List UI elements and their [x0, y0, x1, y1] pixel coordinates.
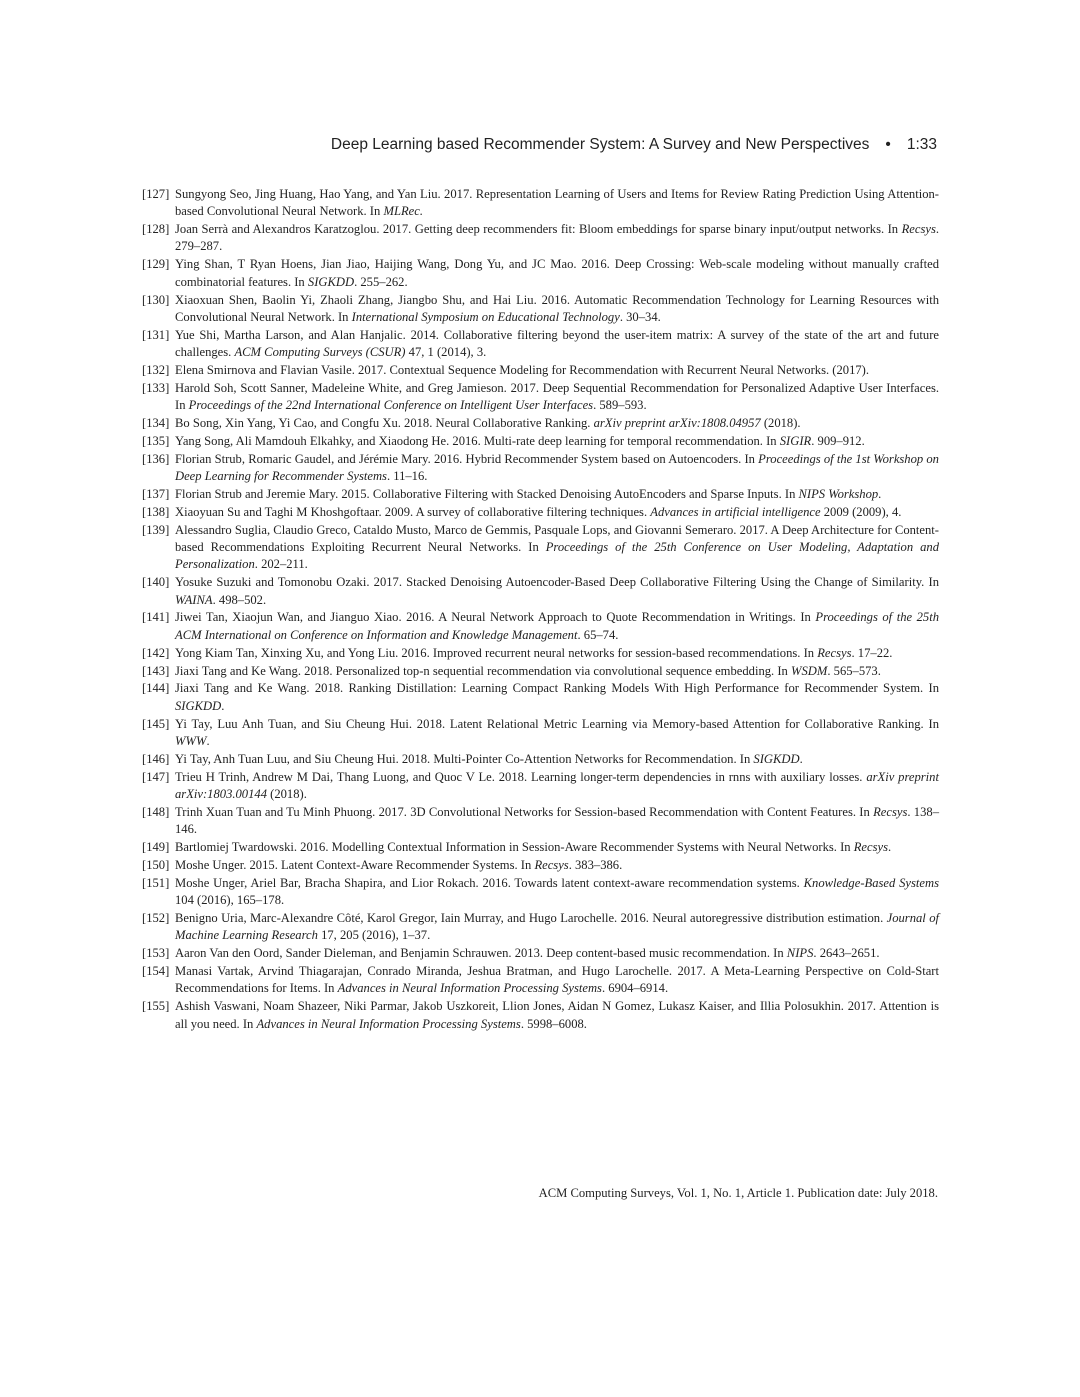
reference-text: Sungyong Seo, Jing Huang, Hao Yang, and Yan Liu. 2017. Representation Learning of Users and Items for Review Rating Prediction Using Attention-based Convolutional Neural Network. In [175, 187, 939, 219]
reference-entry [142, 221, 939, 256]
reference-text: Alessandro Suglia, Claudio Greco, Cataldo Musto, Marco de Gemmis, Pasquale Lops, and Giovanni Semeraro. 2017. A Deep Architecture for Content-based Recommendations Exploiting Recurrent Neural Networks. In [175, 522, 939, 555]
reference-text: Manasi Vartak, Arvind Thiagarajan, Conrado Miranda, Jeshua Bratman, and Hugo Larochelle. 2017. A Meta-Learning Perspective on Cold-Start Recommendations for Items. In [175, 964, 939, 996]
reference-text: Aaron Van den Oord, Sander Dieleman, and Benjamin Schrauwen. 2013. Deep content-based music recommendation. In [175, 946, 787, 961]
reference-number: [147] [142, 769, 170, 784]
reference-venue: Advances in Neural Information Processing Systems [337, 981, 602, 996]
reference-number: [142] [142, 645, 170, 660]
reference-venue: Advances in Neural Information Processing Systems [256, 1016, 521, 1031]
reference-number: [153] [142, 946, 170, 961]
reference-number: [137] [142, 486, 170, 501]
reference-entry [142, 292, 939, 327]
reference-text: Florian Strub, Romaric Gaudel, and Jérémie Mary. 2016. Hybrid Recommender System based on Autoencoders. In [175, 451, 759, 466]
reference-entry [142, 415, 939, 432]
reference-text: 17, 205 (2016), 1–37. [317, 928, 431, 943]
reference-list [142, 186, 939, 1033]
reference-text: . [878, 486, 882, 501]
reference-text: . 5998–6008. [520, 1016, 587, 1031]
reference-text: 47, 1 (2014), 3. [405, 345, 487, 360]
reference-number: [155] [142, 999, 170, 1014]
reference-number: [134] [142, 416, 170, 431]
reference-entry [142, 504, 939, 521]
reference-text: Bo Song, Xin Yang, Yi Cao, and Congfu Xu. 2018. Neural Collaborative Ranking. [175, 416, 594, 431]
reference-text: Yosuke Suzuki and Tomonobu Ozaki. 2017. Stacked Denoising Autoencoder-Based Deep Collaborative Filtering Using the Change of Similarity. In [175, 575, 939, 590]
reference-text: . 2643–2651. [813, 946, 880, 961]
reference-text: Trinh Xuan Tuan and Tu Minh Phuong. 2017. 3D Convolutional Networks for Session-based Recommendation with Content Features. In [175, 804, 874, 819]
reference-text: Ying Shan, T Ryan Hoens, Jian Jiao, Haijing Wang, Dong Yu, and JC Mao. 2016. Deep Crossing: Web-scale modeling without manually crafted combinatorial features. In [175, 257, 939, 289]
reference-text: Yang Song, Ali Mamdouh Elkahky, and Xiaodong He. 2016. Multi-rate deep learning for temporal recommendation. In [175, 433, 780, 448]
running-title: Deep Learning based Recommender System: A Survey and New Perspectives [330, 136, 870, 153]
reference-text: . 17–22. [851, 645, 893, 660]
reference-entry [142, 380, 939, 415]
reference-venue: Recsys [534, 857, 569, 872]
reference-number: [139] [142, 522, 170, 537]
reference-text: Benigno Uria, Marc-Alexandre Côté, Karol Gregor, Iain Murray, and Hugo Larochelle. 2016. Neural autoregressive distribution estimation. [175, 911, 887, 926]
reference-venue: Recsys [817, 645, 852, 660]
reference-text: . 565–573. [827, 663, 881, 678]
reference-venue: ACM Computing Surveys (CSUR) [234, 345, 406, 360]
reference-venue: NIPS [786, 946, 814, 961]
reference-text: . 65–74. [577, 627, 619, 642]
reference-number: [154] [142, 964, 170, 979]
reference-entry [142, 645, 939, 662]
reference-entry [142, 256, 939, 291]
running-header [140, 136, 937, 154]
header-separator: • [885, 136, 891, 153]
reference-entry [142, 910, 939, 945]
reference-number: [146] [142, 751, 170, 766]
reference-number: [149] [142, 840, 170, 855]
reference-number: [129] [142, 257, 170, 272]
reference-venue: Proceedings of the 25th Conference on User Modeling, Adaptation and Personalization [175, 540, 939, 572]
reference-number: [140] [142, 575, 170, 590]
reference-text: Jiwei Tan, Xiaojun Wan, and Jianguo Xiao. 2016. A Neural Network Approach to Quote Recommendation in Writings. In [175, 610, 816, 625]
reference-text: . [221, 698, 225, 713]
reference-text: . 11–16. [386, 469, 428, 484]
reference-number: [144] [142, 681, 170, 696]
reference-text: Moshe Unger, Ariel Bar, Bracha Shapira, and Lior Rokach. 2016. Towards latent context-aware recommendation systems. [175, 875, 804, 890]
reference-number: [133] [142, 380, 170, 395]
page-number: 1:33 [906, 136, 937, 153]
reference-venue: SIGKDD [307, 274, 355, 289]
page-footer: ACM Computing Surveys, Vol. 1, No. 1, Article 1. Publication date: July 2018. [538, 1186, 938, 1200]
reference-number: [148] [142, 804, 170, 819]
reference-text: . [206, 733, 210, 748]
reference-entry [142, 716, 939, 751]
reference-text: (2018). [267, 786, 307, 801]
reference-entry [142, 663, 939, 680]
reference-venue: SIGKDD [753, 751, 800, 766]
reference-venue: Journal of Machine Learning Research [175, 911, 940, 943]
reference-venue: WAINA [175, 592, 213, 607]
reference-entry [142, 963, 939, 998]
reference-entry [142, 857, 939, 874]
reference-venue: Proceedings of the 1st Workshop on Deep Learning for Recommender Systems [175, 451, 939, 484]
reference-text: Moshe Unger. 2015. Latent Context-Aware Recommender Systems. In [175, 857, 535, 872]
reference-text: Jiaxi Tang and Ke Wang. 2018. Ranking Distillation: Learning Compact Ranking Models With High Performance for Recommender System. In [175, 681, 939, 696]
reference-text: . 255–262. [354, 274, 408, 289]
reference-venue: NIPS Workshop [798, 486, 879, 501]
reference-text: . 498–502. [212, 592, 267, 607]
reference-venue: MLRec. [383, 204, 423, 219]
reference-number: [135] [142, 433, 170, 448]
reference-text: . [888, 840, 892, 855]
reference-venue: WWW [175, 733, 207, 748]
reference-entry [142, 680, 939, 715]
reference-text: Elena Smirnova and Flavian Vasile. 2017. Contextual Sequence Modeling for Recommendation with Recurrent Neural Networks. (2017). [175, 362, 870, 377]
reference-text: . 909–912. [811, 433, 865, 448]
reference-text: Trieu H Trinh, Andrew M Dai, Thang Luong, and Quoc V Le. 2018. Learning longer-term dependencies in rnns with auxiliary losses. [175, 769, 867, 784]
reference-venue: Recsys [853, 840, 888, 855]
reference-text: Xiaoyuan Su and Taghi M Khoshgoftaar. 2009. A survey of collaborative filtering techniques. [175, 504, 651, 519]
reference-venue: arXiv preprint arXiv:1808.04957 [593, 416, 761, 431]
reference-entry [142, 804, 939, 839]
reference-text: Jiaxi Tang and Ke Wang. 2018. Personalized top-n sequential recommendation via convolutional sequence embedding. In [175, 663, 791, 678]
reference-text: Yi Tay, Anh Tuan Luu, and Siu Cheung Hui. 2018. Multi-Pointer Co-Attention Networks for Recommendation. In [175, 751, 754, 766]
reference-text: Yue Shi, Martha Larson, and Alan Hanjalic. 2014. Collaborative filtering beyond the user-item matrix: A survey of the state of the art and future challenges. [175, 327, 939, 360]
reference-number: [131] [142, 327, 170, 342]
reference-venue: SIGKDD [175, 698, 222, 713]
reference-venue: International Symposium on Educational Technology [351, 309, 620, 324]
reference-entry [142, 875, 939, 910]
reference-entry [142, 522, 939, 574]
reference-entry [142, 609, 939, 644]
reference-text: . 202–211. [254, 557, 308, 572]
reference-entry [142, 751, 939, 768]
reference-number: [151] [142, 875, 170, 890]
reference-number: [138] [142, 504, 170, 519]
reference-venue: Recsys [901, 222, 936, 237]
reference-entry [142, 327, 939, 362]
reference-number: [128] [142, 222, 170, 237]
reference-entry [142, 769, 939, 804]
reference-text: Xiaoxuan Shen, Baolin Yi, Zhaoli Zhang, Jiangbo Shu, and Hai Liu. 2016. Automatic Recommendation Technology for Learning Resources with Convolutional Neural Network. In [175, 292, 939, 324]
reference-text: Ashish Vaswani, Noam Shazeer, Niki Parmar, Jakob Uszkoreit, Llion Jones, Aidan N Gomez, Lukasz Kaiser, and Illia Polosukhin. 2017. Attention is all you need. In [175, 999, 939, 1031]
reference-text: 104 (2016), 165–178. [175, 893, 285, 908]
reference-venue: SIGIR [779, 433, 812, 448]
reference-text: . 6904–6914. [601, 981, 669, 996]
reference-number: [145] [142, 716, 170, 731]
reference-entry [142, 998, 939, 1033]
reference-venue: Knowledge-Based Systems [803, 875, 939, 890]
reference-text: . 279–287. [175, 222, 939, 254]
reference-entry [142, 486, 939, 503]
reference-entry [142, 433, 939, 450]
reference-text: Yi Tay, Luu Anh Tuan, and Siu Cheung Hui. 2018. Latent Relational Metric Learning via Memory-based Attention for Collaborative Ranking. In [175, 716, 939, 731]
reference-text: . 30–34. [619, 309, 661, 324]
reference-number: [136] [142, 451, 170, 466]
reference-venue: arXiv preprint arXiv:1803.00144 [175, 769, 939, 801]
reference-entry [142, 839, 939, 856]
reference-venue: Proceedings of the 25th ACM International on Conference on Information and Knowledge Management [175, 610, 939, 642]
reference-text: . 589–593. [593, 398, 647, 413]
reference-number: [141] [142, 610, 170, 625]
reference-entry [142, 451, 939, 486]
reference-entry [142, 574, 939, 609]
reference-text: Bartlomiej Twardowski. 2016. Modelling Contextual Information in Session-Aware Recommender Systems with Neural Networks. In [175, 840, 854, 855]
reference-text: Yong Kiam Tan, Xinxing Xu, and Yong Liu. 2016. Improved recurrent neural networks for session-based recommendations. In [175, 645, 818, 660]
reference-venue: Advances in artificial intelligence [650, 504, 821, 519]
reference-text: . 383–386. [568, 857, 623, 872]
reference-number: [152] [142, 911, 170, 926]
reference-entry [142, 362, 939, 379]
reference-text: Florian Strub and Jeremie Mary. 2015. Collaborative Filtering with Stacked Denoising AutoEncoders and Sparse Inputs. In [175, 486, 799, 501]
reference-venue: Proceedings of the 22nd International Conference on Intelligent User Interfaces [188, 398, 594, 413]
reference-text: . 138–146. [175, 804, 939, 837]
reference-text: 2009 (2009), 4. [820, 504, 902, 519]
reference-entry [142, 945, 939, 962]
reference-text: . [799, 751, 803, 766]
reference-text: (2018). [760, 416, 801, 431]
reference-number: [150] [142, 857, 170, 872]
reference-number: [143] [142, 663, 170, 678]
reference-venue: WSDM [790, 663, 828, 678]
reference-number: [127] [142, 187, 170, 201]
reference-entry [142, 186, 939, 221]
reference-text: Joan Serrà and Alexandros Karatzoglou. 2017. Getting deep recommenders fit: Bloom embeddings for sparse binary input/output networks. In [175, 222, 902, 237]
reference-number: [130] [142, 292, 170, 307]
reference-number: [132] [142, 362, 170, 377]
reference-text: Harold Soh, Scott Sanner, Madeleine White, and Greg Jamieson. 2017. Deep Sequential Recommendation for Personalized Adaptive User Interfaces. In [175, 380, 939, 413]
reference-venue: Recsys [873, 804, 908, 819]
